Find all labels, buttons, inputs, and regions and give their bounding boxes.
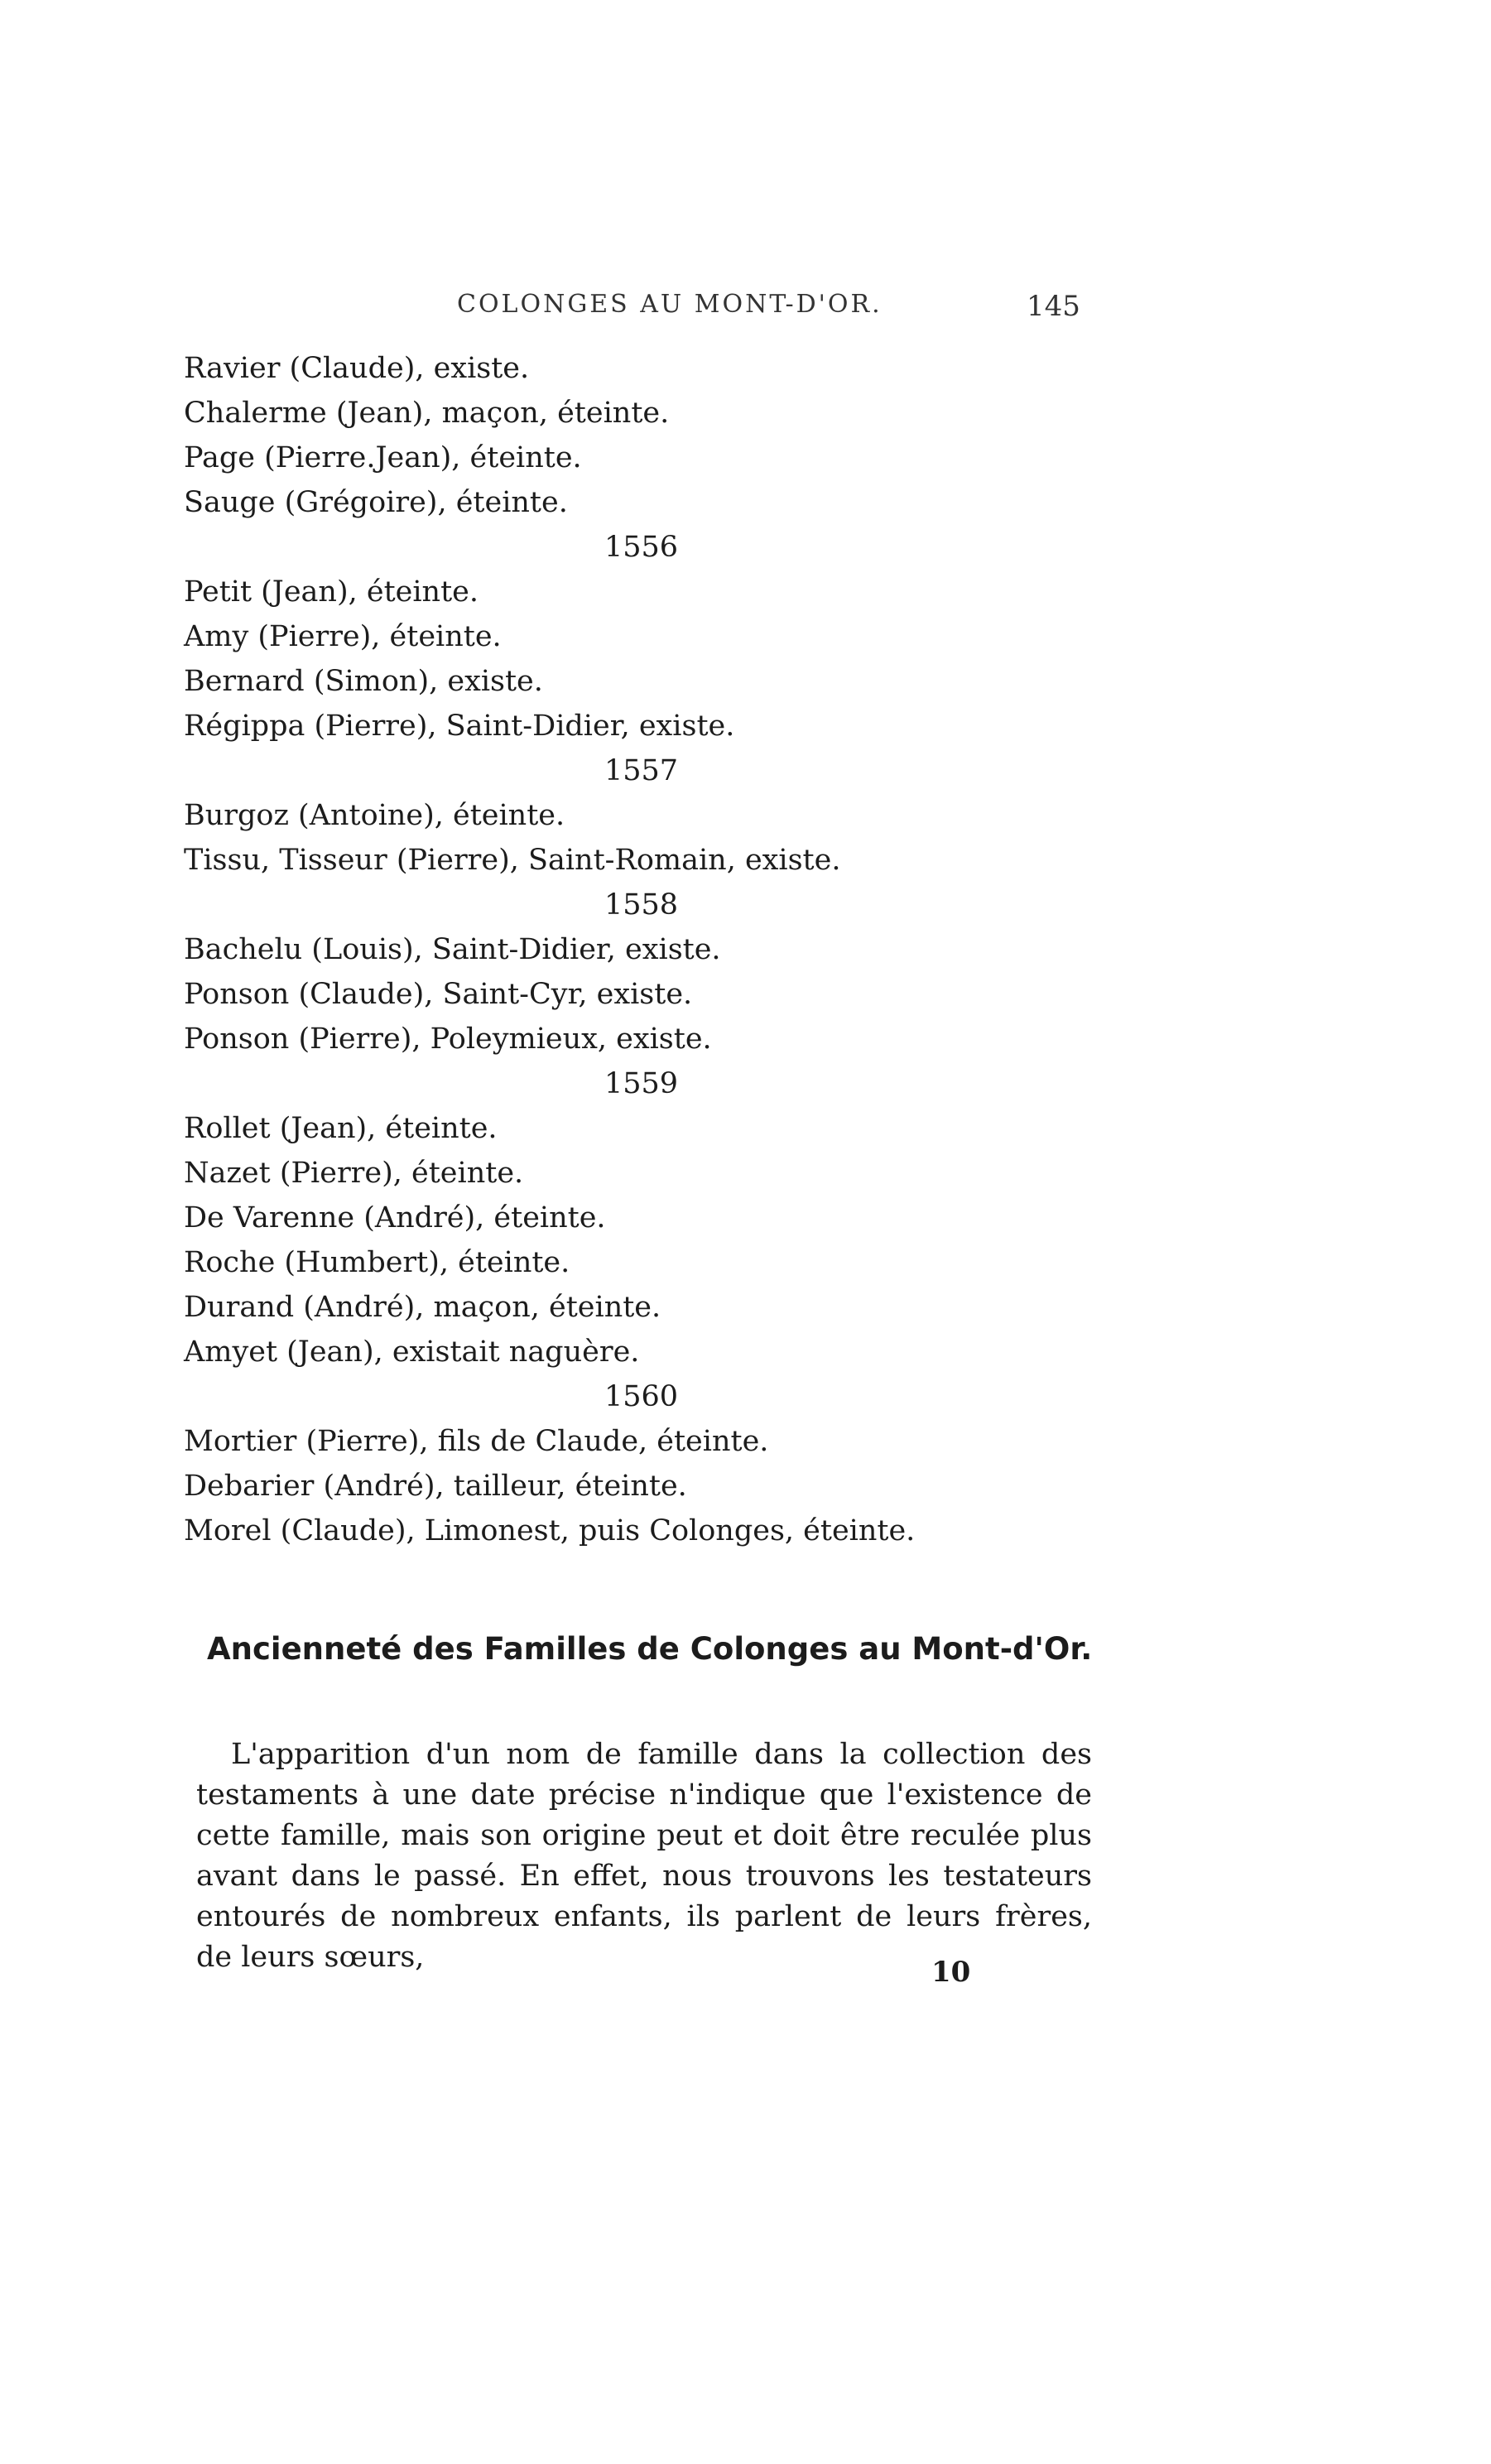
list-item: Bernard (Simon), existe. — [184, 665, 543, 698]
list-item: Petit (Jean), éteinte. — [184, 575, 479, 609]
body-paragraph: L'apparition d'un nom de famille dans la collection des testaments à une date précise n'indique que l'existence de cette famille, mais son origine peut et doit être reculée plus avant dans le passé. En effet, nous trouvons les testateurs entourés de nombreux enfants, ils parlent de leurs frères, de leurs sœurs, — [196, 1738, 1092, 1974]
list-item: Tissu, Tisseur (Pierre), Saint-Romain, existe. — [184, 844, 841, 877]
page-number: 145 — [1027, 290, 1080, 323]
list-item: Nazet (Pierre), éteinte. — [184, 1157, 524, 1190]
list-item: Amyet (Jean), existait naguère. — [184, 1335, 640, 1369]
list-item: Ponson (Claude), Saint-Cyr, existe. — [184, 978, 693, 1011]
family-list — [184, 346, 1136, 1553]
list-item: De Varenne (André), éteinte. — [184, 1201, 606, 1234]
list-item: Page (Pierre.Jean), éteinte. — [184, 441, 582, 474]
year-heading: 1557 — [604, 754, 679, 787]
list-item: Rollet (Jean), éteinte. — [184, 1112, 498, 1145]
list-item: Amy (Pierre), éteinte. — [184, 620, 502, 653]
list-item: Ponson (Pierre), Poleymieux, existe. — [184, 1023, 712, 1056]
sheet-number: 10 — [931, 1956, 971, 1989]
section-title: Ancienneté des Familles de Colonges au Mont-d'Or. — [207, 1631, 1093, 1667]
list-item: Ravier (Claude), existe. — [184, 352, 530, 385]
year-heading: 1559 — [604, 1067, 679, 1100]
list-item: Debarier (André), tailleur, éteinte. — [184, 1470, 687, 1503]
list-item: Bachelu (Louis), Saint-Didier, existe. — [184, 933, 721, 966]
list-item: Sauge (Grégoire), éteinte. — [184, 486, 568, 519]
list-item: Roche (Humbert), éteinte. — [184, 1246, 570, 1279]
list-item: Chalerme (Jean), maçon, éteinte. — [184, 397, 670, 430]
list-item: Burgoz (Antoine), éteinte. — [184, 799, 565, 832]
running-title: COLONGES AU MONT-D'OR. — [457, 290, 883, 319]
list-item: Durand (André), maçon, éteinte. — [184, 1291, 661, 1324]
list-item: Régippa (Pierre), Saint-Didier, existe. — [184, 710, 735, 743]
list-item: Morel (Claude), Limonest, puis Colonges, éteinte. — [184, 1514, 916, 1547]
year-heading: 1558 — [604, 888, 679, 922]
year-heading: 1560 — [604, 1380, 679, 1413]
list-item: Mortier (Pierre), fils de Claude, éteinte. — [184, 1425, 769, 1458]
year-heading: 1556 — [604, 531, 679, 564]
